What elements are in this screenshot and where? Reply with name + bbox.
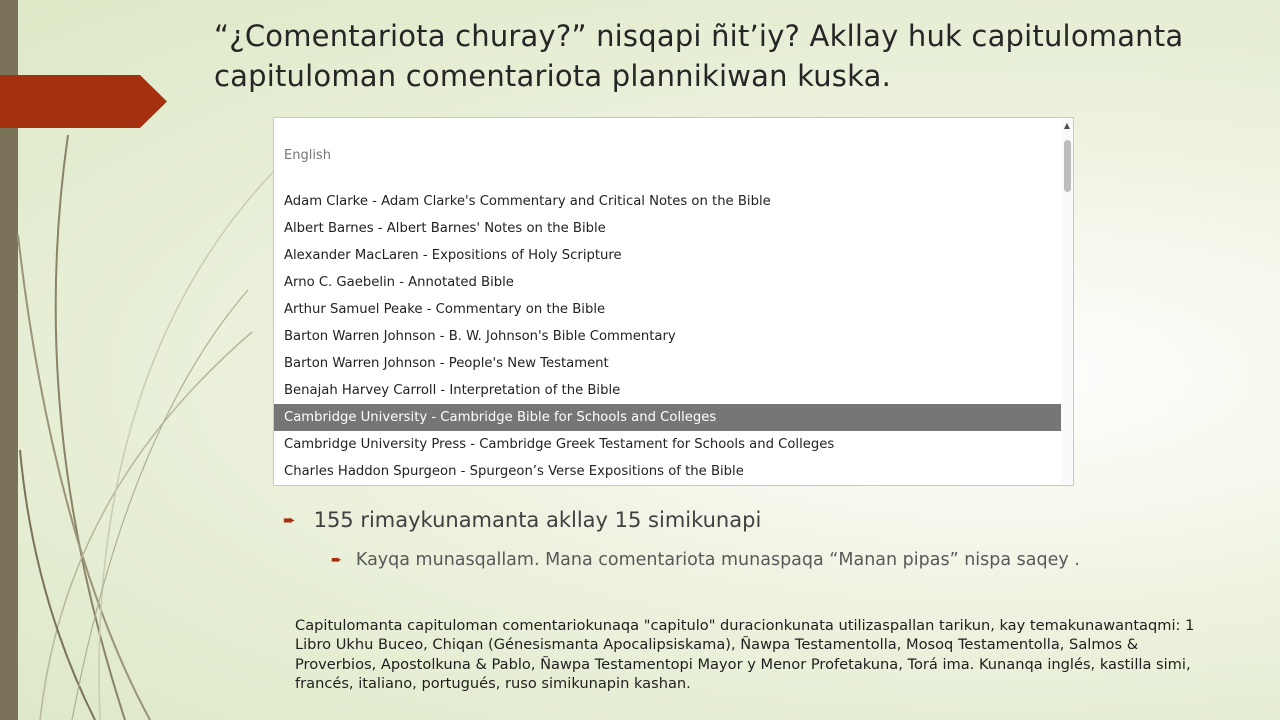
commentary-dropdown[interactable] bbox=[273, 117, 1074, 486]
dropdown-option[interactable]: Charles Haddon Spurgeon - Spurgeon’s Verse Expositions of the Bible bbox=[284, 464, 744, 479]
bullet-item-level1 bbox=[283, 508, 761, 532]
dropdown-options-list bbox=[274, 188, 1062, 485]
slide-title: “¿Comentariota churay?” nisqapi ñit’iy? Akllay huk capitulomanta capituloman comentariota plannikiwan kuska. bbox=[214, 19, 1184, 93]
dropdown-option[interactable]: Arno C. Gaebelin - Annotated Bible bbox=[284, 275, 514, 290]
dropdown-option[interactable]: Alexander MacLaren - Expositions of Holy Scripture bbox=[284, 248, 622, 263]
dropdown-scrollbar[interactable] bbox=[1061, 118, 1073, 485]
scroll-up-arrow-icon[interactable]: ▲ bbox=[1063, 121, 1071, 130]
bullet-text: Kayqa munasqallam. Mana comentariota munaspaqa “Manan pipas” nispa saqey . bbox=[355, 550, 1080, 570]
dropdown-group-label: English bbox=[284, 148, 331, 163]
arrow-bullet-icon: ➨ bbox=[331, 552, 342, 568]
dropdown-option[interactable]: Benajah Harvey Carroll - Interpretation of the Bible bbox=[284, 383, 621, 398]
dropdown-option[interactable]: Barton Warren Johnson - People's New Testament bbox=[284, 356, 609, 371]
dropdown-option[interactable]: Barton Warren Johnson - B. W. Johnson's Bible Commentary bbox=[284, 329, 676, 344]
decorative-curves bbox=[0, 0, 300, 720]
scrollbar-thumb[interactable] bbox=[1064, 140, 1071, 192]
dropdown-option[interactable]: Arthur Samuel Peake - Commentary on the Bible bbox=[284, 302, 606, 317]
dropdown-option[interactable]: Adam Clarke - Adam Clarke's Commentary and Critical Notes on the Bible bbox=[284, 194, 771, 209]
bullet-text: 155 rimaykunamanta akllay 15 simikunapi bbox=[313, 508, 762, 532]
footnote-paragraph: Capitulomanta capituloman comentariokunaqa "capitulo" duracionkunata utilizaspallan tarikun, kay temakunawantaqmi: 1 Libro Ukhu Buceo, Chiqan (Génesismanta Apocalipsiskama), Ñawpa Testamentolla, Mosoq Testamentolla, Salmos & Proverbios, Apostolkuna & Pablo, Ñawpa Testamentopi Mayor y Menor Profetakuna, Torá ima. Kunanqa inglés, kastilla simi, francés, italiano, portugués, ruso simikunapin kashan. bbox=[295, 617, 1195, 692]
bullet-item-level2 bbox=[331, 550, 1080, 570]
dropdown-option[interactable]: Albert Barnes - Albert Barnes' Notes on the Bible bbox=[284, 221, 606, 236]
arrow-bullet-icon: ➨ bbox=[283, 511, 296, 529]
dropdown-option-selected[interactable]: Cambridge University - Cambridge Bible for Schools and Colleges bbox=[274, 404, 1062, 431]
dropdown-option[interactable]: Cambridge University Press - Cambridge Greek Testament for Schools and Colleges bbox=[284, 437, 835, 452]
